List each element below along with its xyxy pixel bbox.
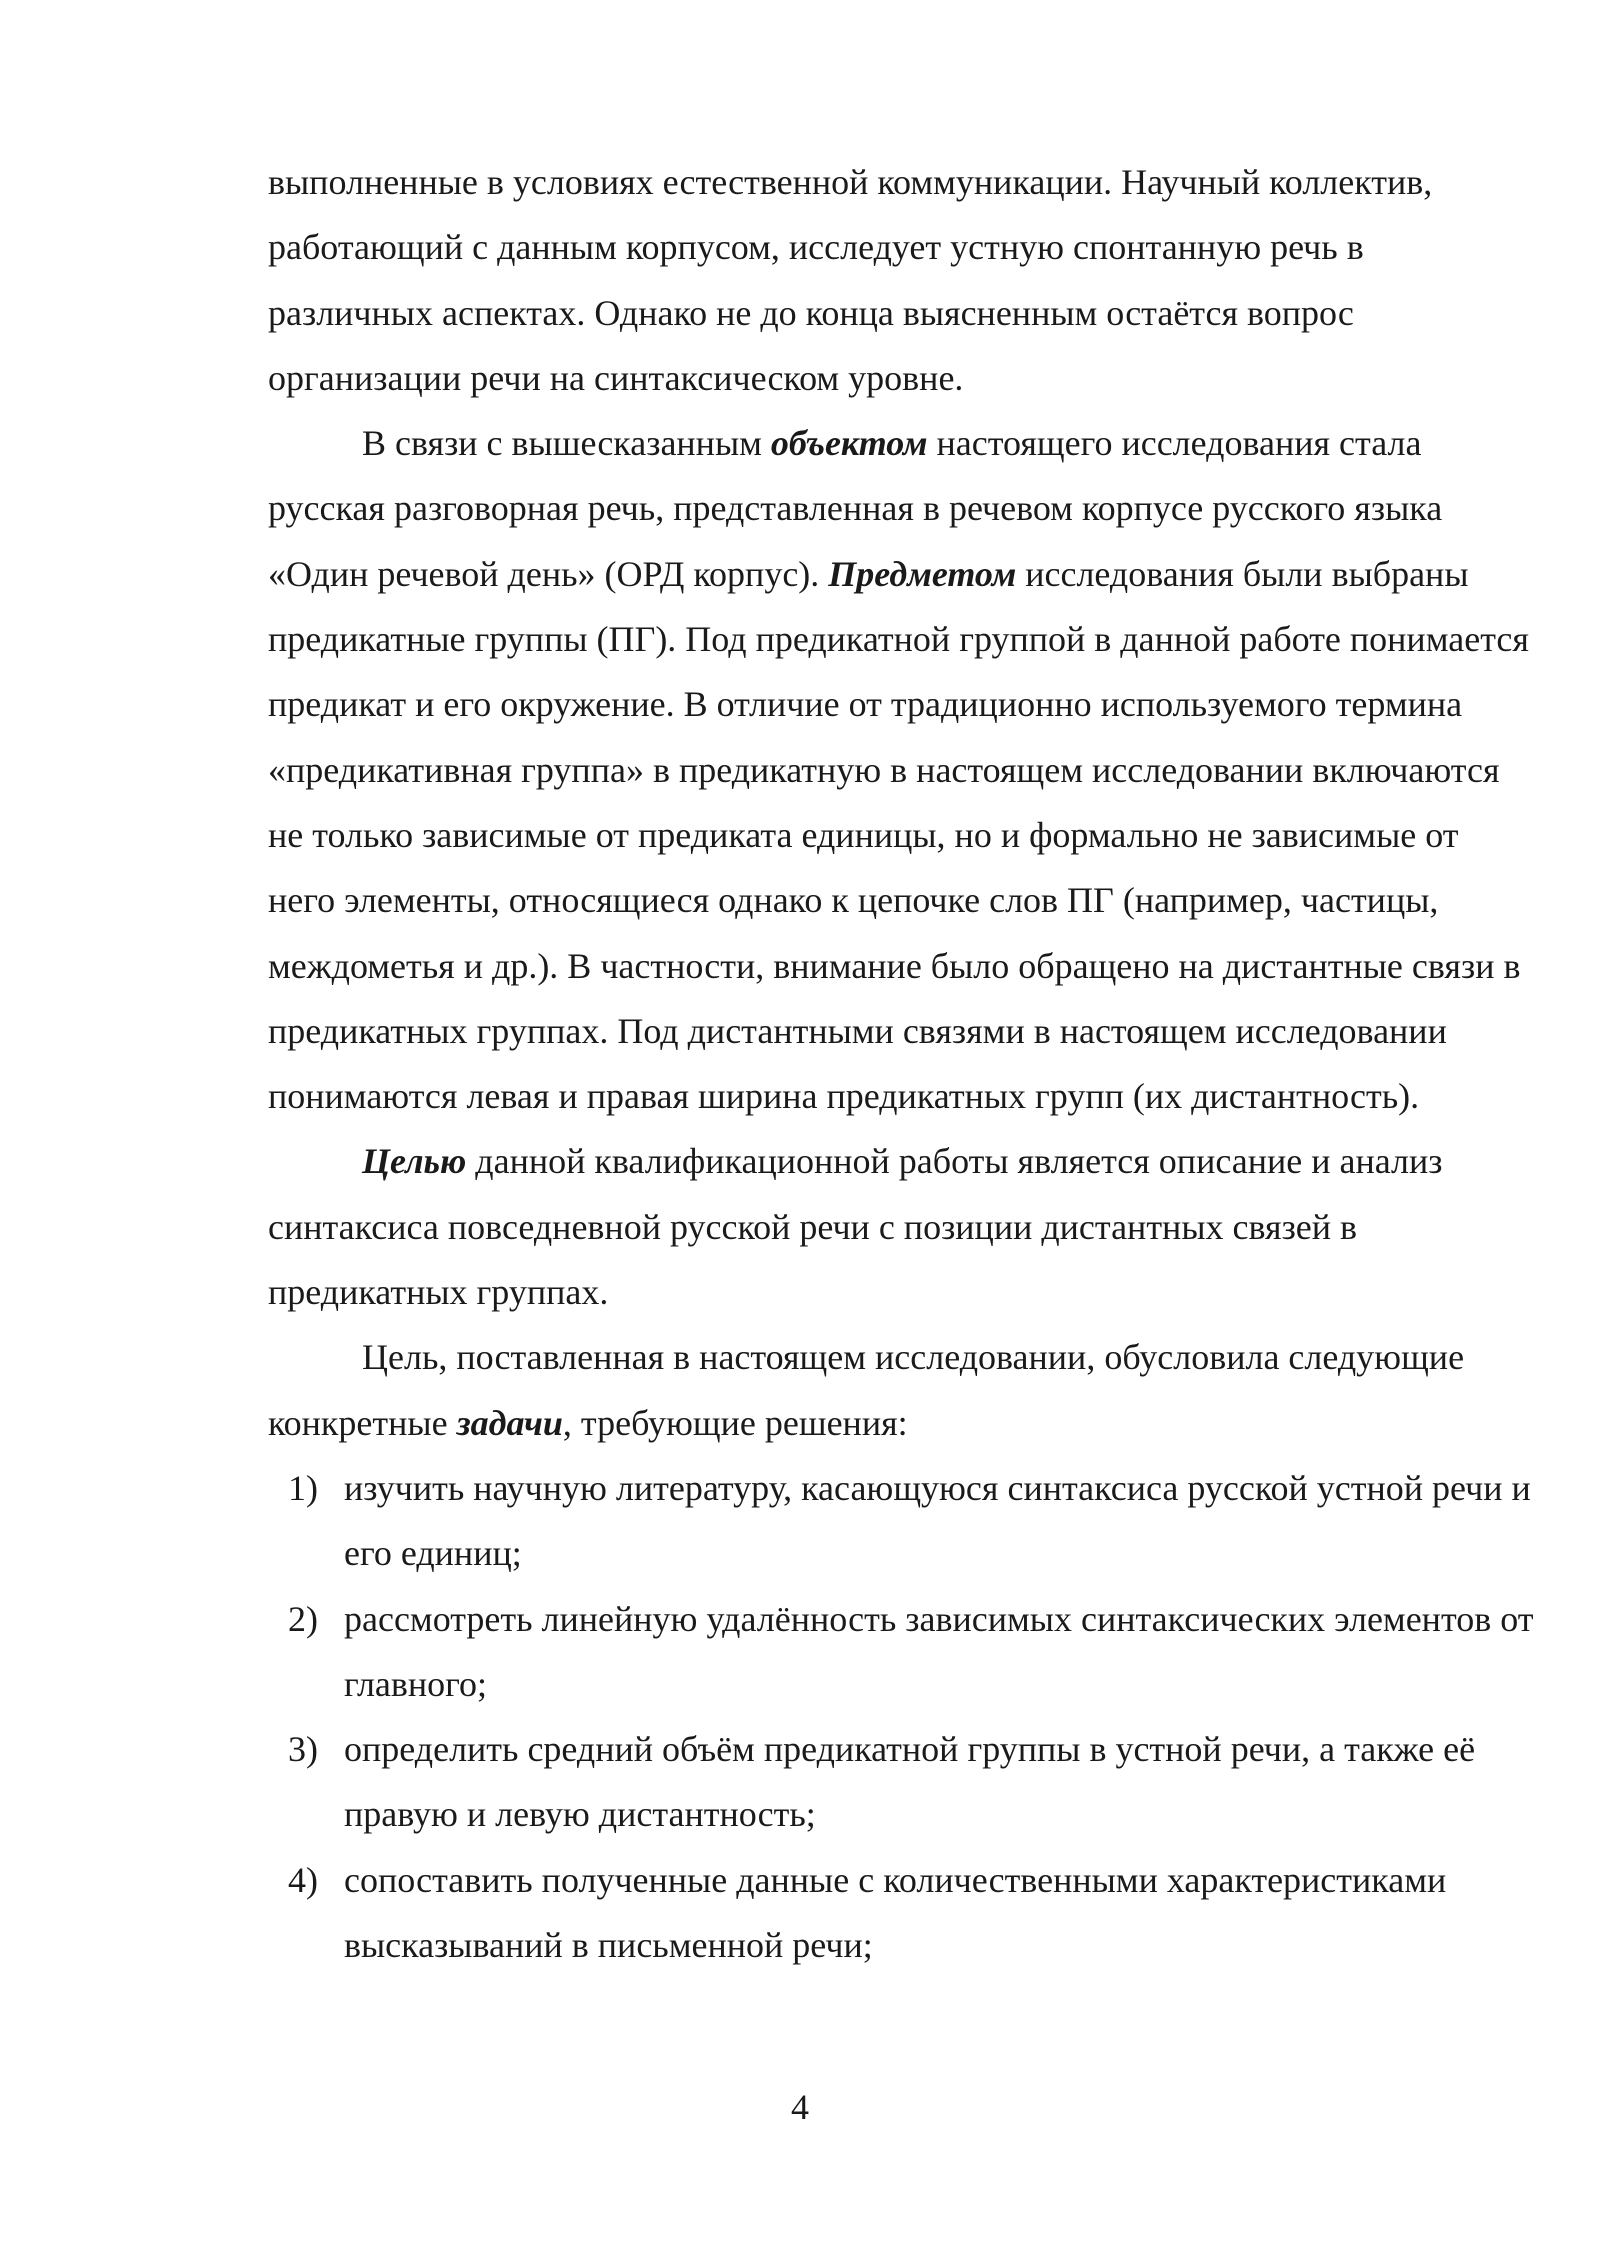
paragraph-3 <box>268 1129 1534 1325</box>
tasks-list <box>268 1456 1534 1978</box>
paragraph-2-part-e: исследования были выбраны предикатные группы (ПГ). Под предикатной группой в данной работе понимается предикат и его окружение. В отличие от традиционно используемого термина «предикативная группа» в предикатную в настоящем исследовании включаются не только зависимые от предиката единицы, но и формально не зависимые от него элементы, относящиеся однако к цепочке слов ПГ (например, частицы, междометья и др.). В частности, внимание было обращено на дистантные связи в предикатных группах. Под дистантными связями в настоящем исследовании понимаются левая и правая ширина предикатных групп (их дистантность). <box>268 553 1529 1117</box>
page-number: 4 <box>791 2087 809 2127</box>
list-item <box>268 1587 1534 1718</box>
list-item <box>268 1717 1534 1848</box>
paragraph-4-part-c: , требующие решения: <box>562 1402 908 1443</box>
list-item-number: 1) <box>288 1467 318 1508</box>
term-goal: Целью <box>362 1141 467 1182</box>
paragraph-4-part-a: Цель, поставленная в настоящем исследовании, обусловила следующие конкретные <box>268 1337 1465 1443</box>
list-item <box>268 1456 1534 1587</box>
body-text <box>268 150 1534 1978</box>
list-item-text: определить средний объём предикатной группы в устной речи, а также её правую и левую дистантность; <box>344 1729 1476 1835</box>
paragraph-1-text: выполненные в условиях естественной коммуникации. Научный коллектив, работающий с данным корпусом, исследует устную спонтанную речь в различных аспектах. Однако не до конца выясненным остаётся вопрос организации речи на синтаксическом уровне. <box>268 162 1433 398</box>
term-subject: Предметом <box>828 553 1017 594</box>
list-item-text: сопоставить полученные данные с количественными характеристиками высказываний в письменной речи; <box>344 1859 1447 1966</box>
list-item-number: 2) <box>288 1598 318 1639</box>
paragraph-2-part-a: В связи с вышесказанным <box>362 423 771 464</box>
paragraph-2-part-c: настоящего исследования стала русская разговорная речь, представленная в речевом корпусе русского языка «Один речевой день» (ОРД корпус). <box>268 423 1443 594</box>
list-item-number: 3) <box>288 1729 318 1770</box>
list-item-text: рассмотреть линейную удалённость зависимых синтаксических элементов от главного; <box>344 1598 1534 1704</box>
list-item-number: 4) <box>288 1859 318 1900</box>
paragraph-3-part-b: данной квалификационной работы является описание и анализ синтаксиса повседневной русской речи с позиции дистантных связей в предикатных группах. <box>268 1141 1443 1313</box>
list-item-text: изучить научную литературу, касающуюся синтаксиса русской устной речи и его единиц; <box>344 1467 1531 1574</box>
paragraph-2 <box>268 411 1534 1129</box>
term-tasks: задачи <box>456 1402 563 1443</box>
list-item <box>268 1848 1534 1979</box>
term-object: объектом <box>770 423 928 464</box>
paragraph-1 <box>268 150 1534 411</box>
paragraph-4 <box>268 1325 1534 1456</box>
